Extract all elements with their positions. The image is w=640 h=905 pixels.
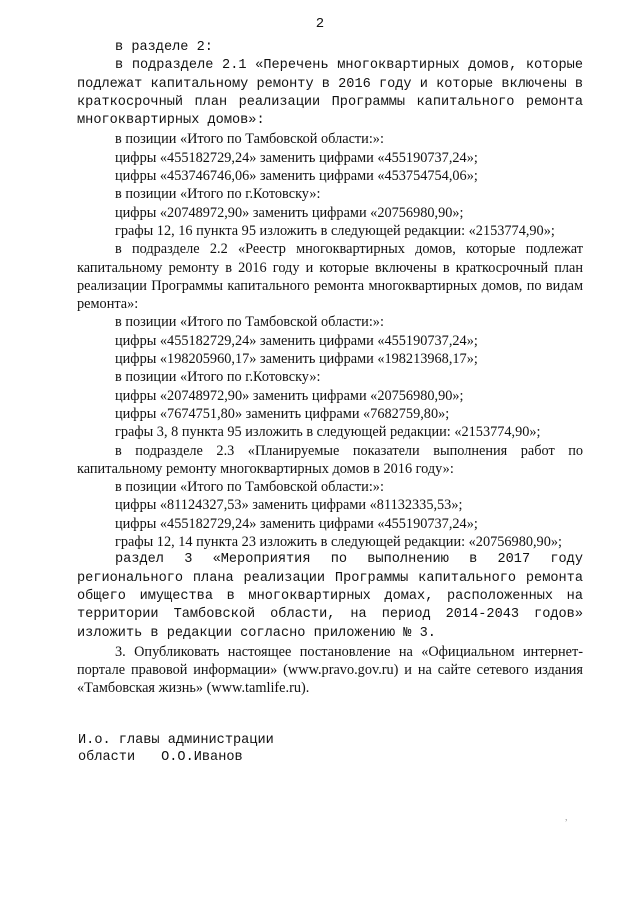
paragraph: в позиции «Итого по г.Котовску»:: [115, 186, 321, 203]
signature-position: И.о. главы администрации: [78, 733, 274, 748]
paragraph: в позиции «Итого по Тамбовской области:»:: [115, 479, 384, 496]
paragraph: в разделе 2:: [115, 40, 213, 55]
paragraph: цифры «20748972,90» заменить цифрами «20756980,90»;: [115, 204, 464, 221]
paragraph: цифры «198205960,17» заменить цифрами «198213968,17»;: [115, 351, 478, 368]
paragraph: графы 12, 14 пункта 23 изложить в следующей редакции: «20756980,90»;: [115, 534, 562, 551]
paragraph: графы 12, 16 пункта 95 изложить в следующей редакции: «2153774,90»;: [115, 222, 555, 239]
paragraph: графы 3, 8 пункта 95 изложить в следующей редакции: «2153774,90»;: [115, 424, 541, 441]
paragraph: в подразделе 2.3 «Планируемые показатели выполнения работ по капитальному ремонту многоквартирных домов в 2016 году»:: [77, 442, 583, 477]
signature-title: области: [78, 750, 136, 765]
signature-name: О.О.Иванов: [161, 750, 243, 765]
paragraph: цифры «453746746,06» заменить цифрами «453754754,06»;: [115, 168, 478, 185]
paragraph: цифры «455182729,24» заменить цифрами «455190737,24»;: [115, 515, 478, 532]
paragraph: в подразделе 2.2 «Реестр многоквартирных домов, которые подлежат капитальному ремонту в 2016 году и которые включены в краткосрочный план реализации Программы капитального ремонта многоквартирных домов, по видам ремонта»:: [77, 241, 583, 313]
signature-block: [78, 732, 274, 766]
paragraph: раздел 3 «Мероприятия по выполнению в 2017 году регионального плана реализации Программы капитального ремонта общего имущества в многоквартирных домах, расположенных на территории Тамбовской области, на период 2014-2043 годов» изложить в редакции согласно приложению № 3.: [77, 552, 583, 641]
document-body: [77, 39, 583, 698]
paragraph: в позиции «Итого по г.Котовску»:: [115, 369, 321, 386]
paragraph: цифры «455182729,24» заменить цифрами «455190737,24»;: [115, 149, 478, 166]
page-number: 2: [315, 16, 325, 32]
paragraph: цифры «7674751,80» заменить цифрами «7682759,80»;: [115, 405, 450, 422]
paragraph: цифры «81124327,53» заменить цифрами «81132335,53»;: [115, 497, 463, 514]
paragraph: 3. Опубликовать настоящее постановление на «Официальном интернет-портале правовой информации» (www.pravo.gov.ru) и на сайте сетевого издания «Тамбовская жизнь» (www.tamlife.ru).: [77, 643, 583, 697]
paragraph: в позиции «Итого по Тамбовской области:»:: [115, 314, 384, 331]
paragraph: в подразделе 2.1 «Перечень многоквартирных домов, которые подлежат капитальному ремонту в 2016 году и которые включены в краткосрочный план реализации Программы капитального ремонта многоквартирных домов»:: [77, 58, 583, 129]
paragraph: цифры «20748972,90» заменить цифрами «20756980,90»;: [115, 387, 464, 404]
scan-mark: ,: [565, 812, 568, 823]
paragraph: в позиции «Итого по Тамбовской области:»:: [115, 131, 384, 148]
paragraph: цифры «455182729,24» заменить цифрами «455190737,24»;: [115, 332, 478, 349]
